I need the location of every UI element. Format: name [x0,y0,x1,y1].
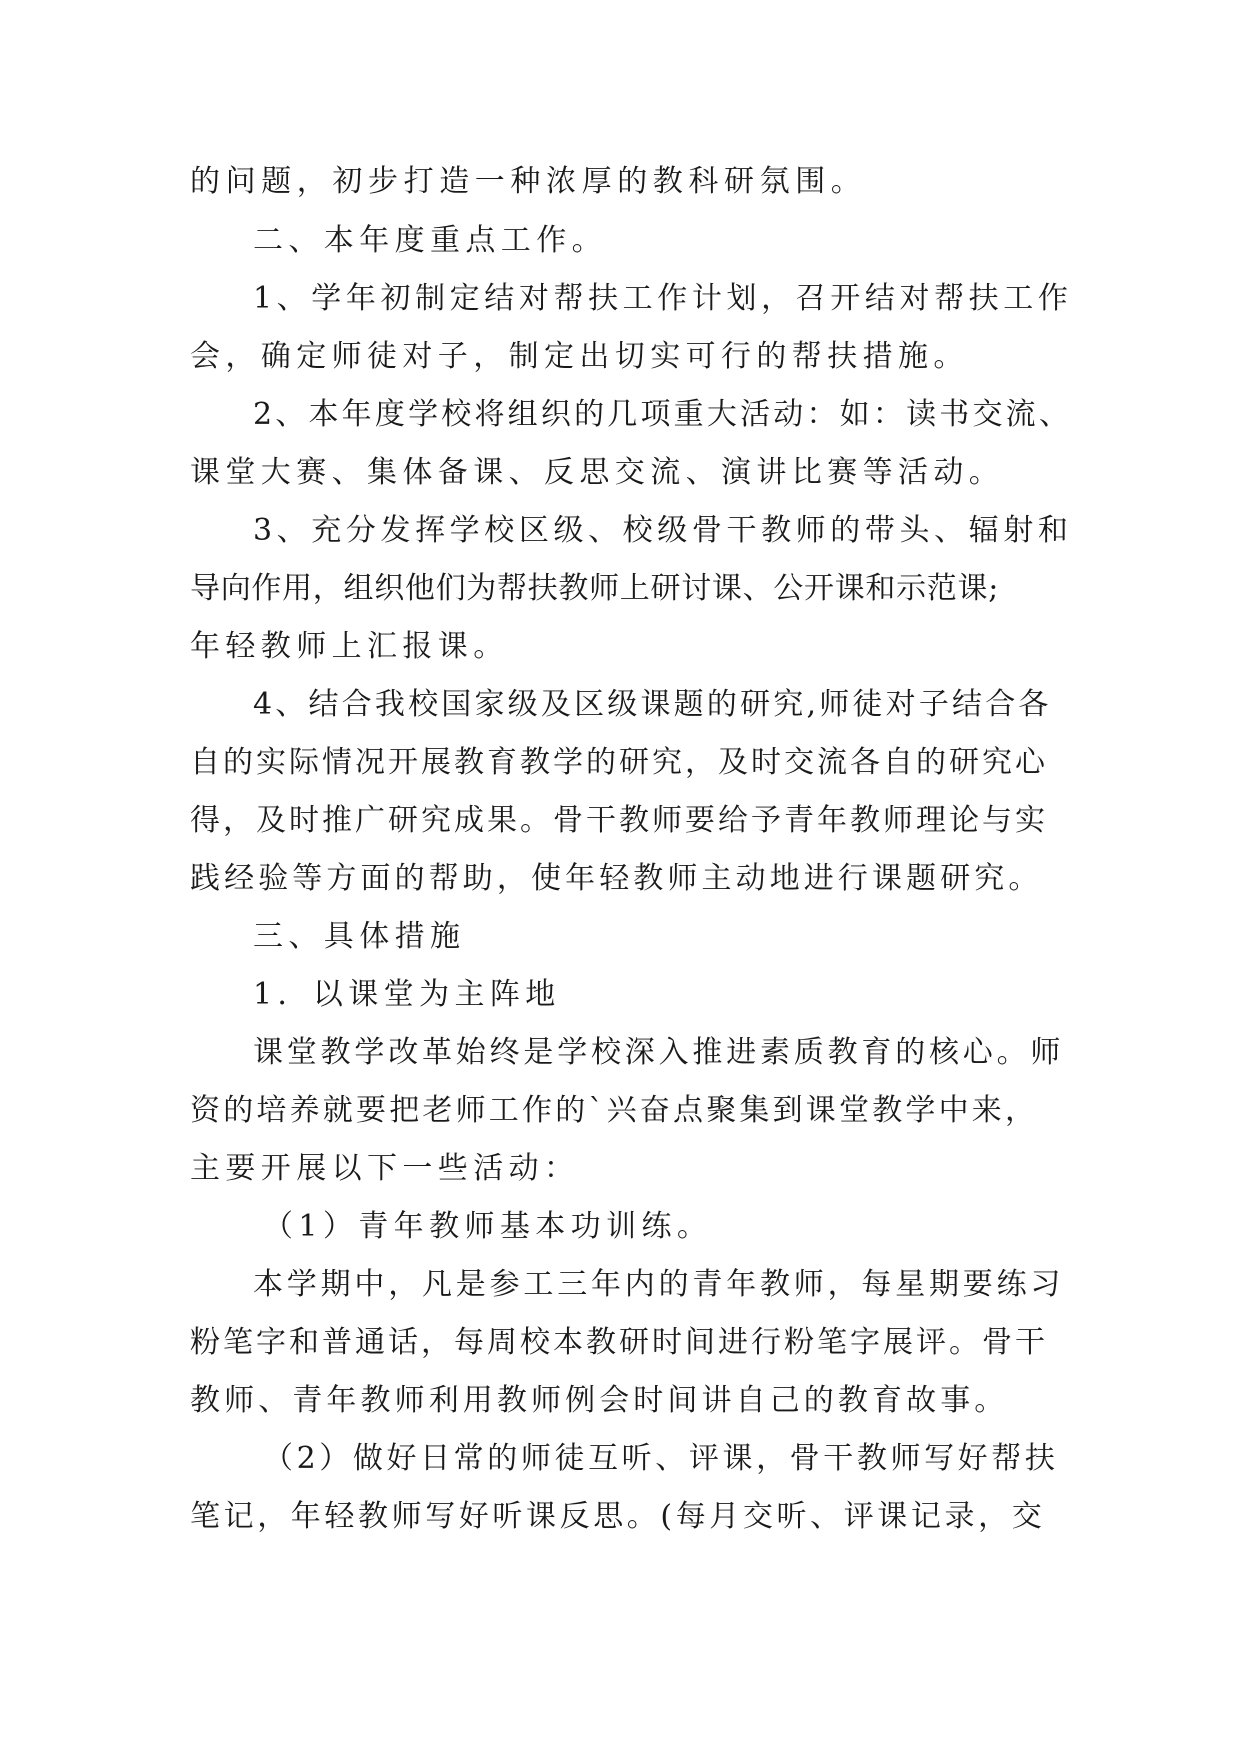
paragraph-line: 主要开展以下一些活动： [190,1151,580,1186]
paragraph-line: 年轻教师上汇报课。 [190,629,509,664]
subsection-heading: 1．以课堂为主阵地 [253,977,561,1012]
paragraph-line: 笔记，年轻教师写好听课反思。(每月交听、评课记录，交 [190,1499,1046,1534]
paragraph-line: 课堂大赛、集体备课、反思交流、演讲比赛等活动。 [190,455,1005,490]
paragraph-line: 本学期中，凡是参工三年内的青年教师，每星期要练习 [253,1267,1065,1302]
paragraph-line: 4、结合我校国家级及区级课题的研究,师徒对子结合各 [253,687,1052,722]
list-item-heading: （2）做好日常的师徒互听、评课，骨干教师写好帮扶 [263,1441,1059,1476]
paragraph-line: 2、本年度学校将组织的几项重大活动：如：读书交流、 [253,397,1073,432]
list-item-heading: （1）青年教师基本功训练。 [263,1209,713,1244]
paragraph-line: 课堂教学改革始终是学校深入推进素质教育的核心。师 [253,1035,1065,1070]
paragraph-line: 自的实际情况开展教育教学的研究，及时交流各自的研究心 [190,745,1048,780]
paragraph-line: 践经验等方面的帮助，使年轻教师主动地进行课题研究。 [190,861,1043,896]
paragraph-line: 3、充分发挥学校区级、校级骨干教师的带头、辐射和 [253,513,1073,548]
paragraph-line: 的问题，初步打造一种浓厚的教科研氛围。 [190,164,867,199]
paragraph-line: 教师、青年教师利用教师例会时间讲自己的教育故事。 [190,1383,1009,1418]
paragraph-line: 得，及时推广研究成果。骨干教师要给予青年教师理论与实 [190,803,1048,838]
paragraph-line: 粉笔字和普通话，每周校本教研时间进行粉笔字展评。骨干 [190,1325,1048,1360]
paragraph-line: 资的培养就要把老师工作的`兴奋点聚集到课堂教学中来， [190,1093,1039,1128]
section-heading-2: 二、本年度重点工作。 [253,223,607,258]
paragraph-line: 导向作用，组织他们为帮扶教师上研讨课、公开课和示范课; [190,571,1000,606]
section-heading-3: 三、具体措施 [253,919,466,954]
paragraph-line: 会，确定师徒对子，制定出切实可行的帮扶措施。 [190,339,969,374]
paragraph-line: 1、学年初制定结对帮扶工作计划，召开结对帮扶工作 [253,281,1073,316]
